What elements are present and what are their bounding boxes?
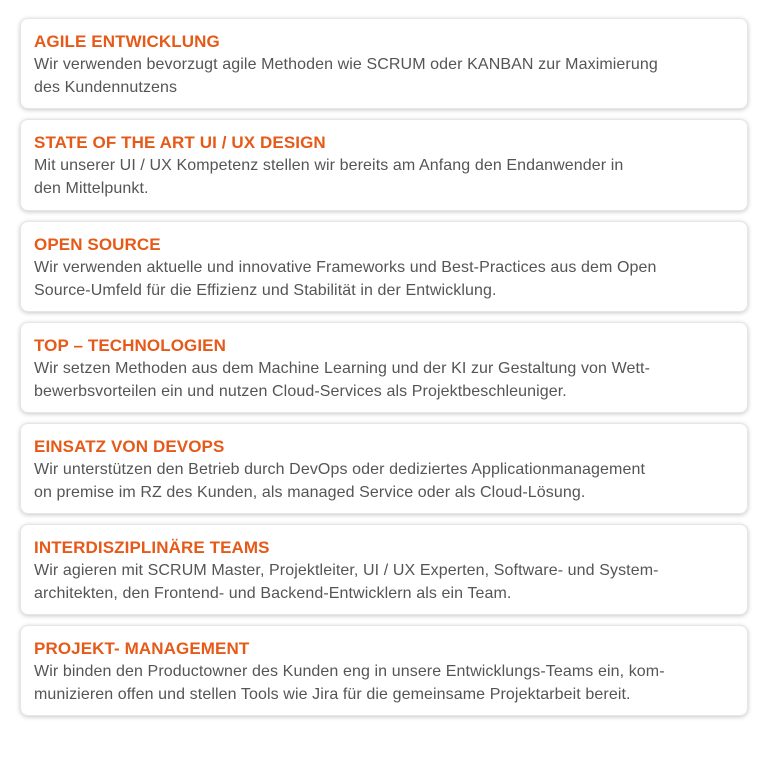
card-description-line: Wir unterstützen den Betrieb durch DevOps oder dediziertes Applicationmanagement	[34, 461, 645, 478]
card-title: TOP – TECHNOLOGIEN	[34, 336, 226, 355]
card-description-line: on premise im RZ des Kunden, als managed Service oder als Cloud-Lösung.	[34, 484, 586, 501]
card-description	[34, 660, 733, 706]
card-description-line: Wir verwenden aktuelle und innovative Frameworks und Best-Practices aus dem Open	[34, 259, 657, 276]
card-description-line: den Mittelpunkt.	[34, 180, 149, 197]
card-description-line: Mit unserer UI / UX Kompetenz stellen wir bereits am Anfang den Endanwender in	[34, 157, 624, 174]
card-description-line: des Kundennutzens	[34, 79, 178, 96]
card-description-line: Wir verwenden bevorzugt agile Methoden wie SCRUM oder KANBAN zur Maximierung	[34, 56, 658, 73]
card-description	[34, 256, 733, 302]
card-title: INTERDISZIPLINÄRE TEAMS	[34, 538, 270, 557]
feature-card-technologies	[20, 322, 748, 413]
card-description-line: Wir setzen Methoden aus dem Machine Learning und der KI zur Gestaltung von Wett-	[34, 360, 651, 377]
card-title: AGILE ENTWICKLUNG	[34, 32, 220, 51]
feature-card-list	[20, 18, 748, 726]
feature-card-open-source	[20, 221, 748, 312]
feature-card-teams	[20, 524, 748, 615]
feature-card-agile	[20, 18, 748, 109]
card-title: EINSATZ VON DEVOPS	[34, 437, 225, 456]
card-title: STATE OF THE ART UI / UX DESIGN	[34, 133, 326, 152]
card-title: PROJEKT- MANAGEMENT	[34, 639, 250, 658]
card-description-line: bewerbsvorteilen ein und nutzen Cloud-Services als Projektbeschleuniger.	[34, 383, 567, 400]
card-description-line: architekten, den Frontend- und Backend-Entwicklern als ein Team.	[34, 585, 512, 602]
card-description	[34, 559, 733, 605]
feature-card-project-management	[20, 625, 748, 716]
feature-card-devops	[20, 423, 748, 514]
card-description-line: Source-Umfeld für die Effizienz und Stabilität in der Entwicklung.	[34, 282, 497, 299]
card-description-line: Wir agieren mit SCRUM Master, Projektleiter, UI / UX Experten, Software- und System-	[34, 562, 659, 579]
card-title: OPEN SOURCE	[34, 235, 161, 254]
card-description	[34, 53, 733, 99]
card-description	[34, 458, 733, 504]
feature-card-ui-ux	[20, 119, 748, 211]
card-description	[34, 357, 733, 403]
card-description-line: Wir binden den Productowner des Kunden eng in unsere Entwicklungs-Teams ein, kom-	[34, 663, 665, 680]
card-description-line: munizieren offen und stellen Tools wie Jira für die gemeinsame Projektarbeit bereit.	[34, 686, 631, 703]
card-description	[34, 154, 733, 200]
